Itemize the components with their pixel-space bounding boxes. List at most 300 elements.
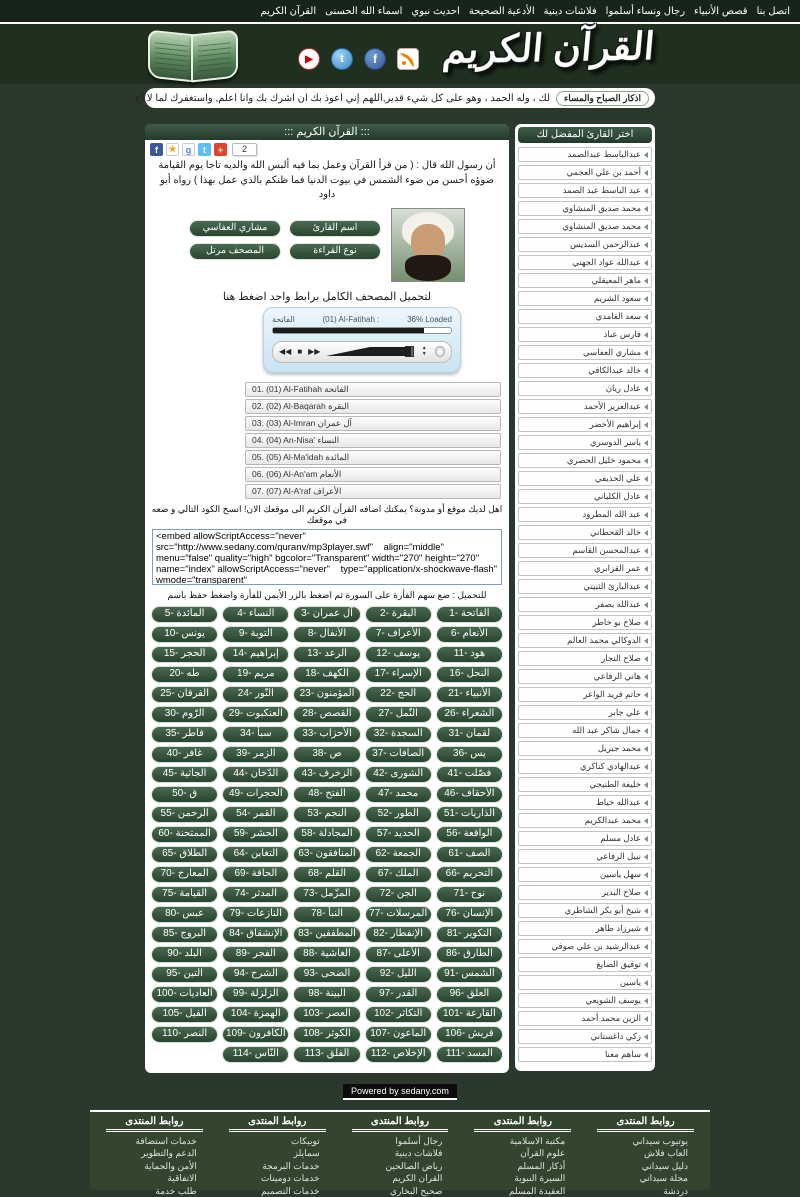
reciter-item[interactable] [518, 849, 652, 864]
reciter-item-label: محمد جبريل [598, 743, 641, 754]
bullet-arrow-icon [644, 764, 648, 770]
surah-button[interactable]: النازعات -79 [222, 906, 289, 923]
footer-link[interactable]: القران الكريم [346, 1172, 455, 1185]
surah-button[interactable]: المعارج -70 [151, 866, 218, 883]
surah-button[interactable]: الأنفال -8 [293, 626, 360, 643]
full-quran-download-link[interactable]: لتحميل المصحف الكامل برابط واحد اضغط هنا [145, 290, 509, 303]
reciter-item[interactable] [518, 777, 652, 792]
reciter-name-value-button[interactable]: مشاري العفاسي [189, 220, 281, 237]
surah-button[interactable]: الجاثية -45 [151, 766, 218, 783]
main-panel [145, 124, 509, 1073]
bullet-arrow-icon [644, 944, 648, 950]
surah-button[interactable]: الحجرات -49 [222, 786, 289, 803]
reciter-item[interactable] [518, 759, 652, 774]
topnav-link[interactable]: اسماء الله الحسنى [325, 0, 402, 24]
footer-link[interactable]: رياض الصالحين [346, 1160, 455, 1173]
surah-button[interactable]: البلد -90 [151, 946, 218, 963]
reciter-item[interactable] [518, 273, 652, 288]
reciter-item-label: صلاح البدير [602, 887, 641, 898]
bullet-arrow-icon [644, 998, 648, 1004]
reciter-item[interactable] [518, 309, 652, 324]
footer-link[interactable]: مكتبة الاسلامية [468, 1135, 577, 1148]
footer-link[interactable]: فلاشات دينية [346, 1147, 455, 1160]
stop-button[interactable]: ■ [297, 348, 302, 356]
surah-button[interactable]: الأعراف -7 [365, 626, 432, 643]
surah-button[interactable]: النّاس -114 [222, 1046, 289, 1063]
surah-button[interactable]: الدّخان -44 [222, 766, 289, 783]
reciter-item[interactable] [518, 363, 652, 378]
surah-button[interactable]: يوسف -12 [365, 646, 432, 663]
reciter-item[interactable] [518, 543, 652, 558]
reciter-item-label: عادل الكلباني [594, 491, 641, 502]
sidebar-title: اختر القارئ المفضل لك [518, 127, 652, 143]
surah-button[interactable]: الفجر -89 [222, 946, 289, 963]
surah-button[interactable]: الإنسان -76 [436, 906, 503, 923]
surah-button[interactable]: الحجر -15 [151, 646, 218, 663]
reciter-item[interactable] [518, 219, 652, 234]
bullet-arrow-icon [644, 962, 648, 968]
surah-button[interactable]: آل عمران -3 [293, 606, 360, 623]
bullet-arrow-icon [644, 584, 648, 590]
bullet-arrow-icon [644, 656, 648, 662]
surah-button[interactable]: الغاشية -88 [293, 946, 360, 963]
reciter-item-label: جمال شاكر عبد الله [572, 725, 641, 736]
surah-button[interactable]: البينة -98 [293, 986, 360, 1003]
reciter-item-label: محمد صديق المنشاوي [562, 221, 641, 232]
surah-button[interactable]: الماعون -107 [365, 1026, 432, 1043]
footer-link[interactable]: سمايلز [223, 1147, 332, 1160]
reciter-item[interactable] [518, 561, 652, 576]
surah-button[interactable]: الأحزاب -33 [293, 726, 360, 743]
reciter-item[interactable] [518, 597, 652, 612]
footer-link[interactable]: صحيح البخاري [346, 1185, 455, 1197]
surah-button[interactable]: الزخرف -43 [293, 766, 360, 783]
reciter-item[interactable] [518, 975, 652, 990]
bullet-arrow-icon [644, 800, 648, 806]
powered-by-link[interactable]: Powered by sedany.com [343, 1084, 457, 1100]
reciter-item[interactable] [518, 741, 652, 756]
rss-icon[interactable] [397, 48, 419, 70]
surah-button[interactable]: التكاثر -102 [365, 1006, 432, 1023]
player-progress-bar[interactable] [272, 327, 452, 334]
surah-button[interactable]: فاطر -35 [151, 726, 218, 743]
surah-button[interactable]: الطلاق -65 [151, 846, 218, 863]
surah-button[interactable]: النّمل -27 [365, 706, 432, 723]
reciter-item[interactable] [518, 291, 652, 306]
reciter-item[interactable] [518, 201, 652, 216]
surah-button[interactable]: النبأ -78 [293, 906, 360, 923]
surah-button[interactable]: المنافقون -63 [293, 846, 360, 863]
reciter-item[interactable] [518, 993, 652, 1008]
surah-button[interactable]: نوح -71 [436, 886, 503, 903]
reciter-item[interactable] [518, 381, 652, 396]
content-container [145, 124, 655, 1073]
reciter-item-label: ياسين [620, 977, 641, 988]
surah-button[interactable]: البقرة -2 [365, 606, 432, 623]
surah-button[interactable]: الواقعة -56 [436, 826, 503, 843]
surah-button[interactable]: الذاريات -51 [436, 806, 503, 823]
youtube-icon[interactable]: ▶ [298, 48, 320, 70]
surah-button[interactable]: إبراهيم -14 [222, 646, 289, 663]
surah-button[interactable]: الجن -72 [365, 886, 432, 903]
reciter-item[interactable] [518, 723, 652, 738]
surah-button[interactable]: الليل -92 [365, 966, 432, 983]
surah-button[interactable]: الهمزة -104 [222, 1006, 289, 1023]
surah-button[interactable]: المسد -111 [436, 1046, 503, 1063]
footer-link[interactable]: السيرة النبوية [468, 1172, 577, 1185]
surah-button[interactable]: النجم -53 [293, 806, 360, 823]
player-loaded-status: 36% Loaded [407, 315, 452, 324]
playlist-item[interactable]: 01. (01) Al-Fatihah الفاتحة [245, 382, 501, 397]
footer-link[interactable]: الدعم والتطوير [100, 1147, 209, 1160]
reciter-item[interactable] [518, 669, 652, 684]
surah-button[interactable]: البروج -85 [151, 926, 218, 943]
scroll-down-icon[interactable]: ▼ [422, 352, 427, 358]
share-google-icon[interactable]: g [182, 143, 195, 156]
footer-link[interactable]: رجال أسلموا [346, 1135, 455, 1148]
bullet-arrow-icon [644, 224, 648, 230]
playlist-item[interactable]: 05. (05) Al-Ma'idah المائدة [245, 450, 501, 465]
player-eject-button[interactable] [435, 346, 445, 357]
reciters-sidebar [515, 124, 655, 1071]
surah-button[interactable]: الفرقان -25 [151, 686, 218, 703]
surah-button[interactable]: المطففين -83 [293, 926, 360, 943]
footer-link[interactable]: خدمات دومينات [223, 1172, 332, 1185]
footer-link[interactable]: أذكار المسلم [468, 1160, 577, 1173]
surah-button[interactable]: التوبة -9 [222, 626, 289, 643]
surah-button[interactable]: العصر -103 [293, 1006, 360, 1023]
reciter-item-label: هاني الرفاعي [594, 671, 641, 682]
surah-button[interactable]: المرسلات -77 [365, 906, 432, 923]
surah-button[interactable]: يونس -10 [151, 626, 218, 643]
bullet-arrow-icon [644, 854, 648, 860]
reciter-item[interactable] [518, 831, 652, 846]
surah-button[interactable]: الإخلاص -112 [365, 1046, 432, 1063]
playlist-item[interactable]: 04. (04) An-Nisa' النساء [245, 433, 501, 448]
surah-button[interactable]: السجدة -32 [365, 726, 432, 743]
surah-button[interactable]: الكوثر -108 [293, 1026, 360, 1043]
playlist-item[interactable]: 06. (06) Al-An'am الأنعام [245, 467, 501, 482]
reciter-item[interactable] [518, 453, 652, 468]
reciter-item[interactable] [518, 165, 652, 180]
surah-button[interactable]: الكافرون -109 [222, 1026, 289, 1043]
surah-button[interactable]: الشمس -91 [436, 966, 503, 983]
surah-button[interactable]: الضحى -93 [293, 966, 360, 983]
surah-button[interactable]: الجمعة -62 [365, 846, 432, 863]
reciter-item-label: ياسر الدوسري [590, 437, 641, 448]
surah-button[interactable]: النّور -24 [222, 686, 289, 703]
surah-button[interactable]: الصف -61 [436, 846, 503, 863]
surah-button[interactable]: الطارق -86 [436, 946, 503, 963]
surah-button[interactable]: الحديد -57 [365, 826, 432, 843]
share-facebook-icon[interactable]: f [150, 143, 163, 156]
surah-button[interactable]: القدر -97 [365, 986, 432, 1003]
surah-button[interactable]: مريم -19 [222, 666, 289, 683]
surah-button[interactable]: النحل -16 [436, 666, 503, 683]
topnav-link[interactable]: احديث نبوي [411, 0, 459, 24]
player-track-arabic: الفاتحة [272, 315, 295, 324]
playlist-item[interactable]: 02. (02) Al-Baqarah البقرة [245, 399, 501, 414]
surah-button[interactable]: المائدة -5 [151, 606, 218, 623]
surah-button[interactable]: الحاقة -69 [222, 866, 289, 883]
reciter-item[interactable] [518, 705, 652, 720]
surah-button[interactable]: محمد -47 [365, 786, 432, 803]
surah-button[interactable]: الإسراء -17 [365, 666, 432, 683]
footer-link[interactable]: علوم القرآن [468, 1147, 577, 1160]
twitter-icon[interactable]: t [331, 48, 353, 70]
surah-button[interactable]: الشورى -42 [365, 766, 432, 783]
bullet-arrow-icon [644, 980, 648, 986]
footer-link[interactable]: توبيكات [223, 1135, 332, 1148]
reciter-item[interactable] [518, 471, 652, 486]
reciter-item-label: عبدالله خياط [596, 797, 641, 808]
reciter-photo-face [411, 224, 445, 258]
topnav-link[interactable]: رجال ونساء أسلموا [606, 0, 685, 24]
bullet-arrow-icon [644, 206, 648, 212]
surah-button[interactable]: المؤمنون -23 [293, 686, 360, 703]
reciter-item[interactable] [518, 345, 652, 360]
reciter-item[interactable] [518, 813, 652, 828]
reciter-item-label: عبدالعزيز الأحمد [584, 401, 641, 412]
audio-player [263, 307, 461, 373]
recitation-type-label-button[interactable]: نوع القراءة [289, 243, 381, 260]
reciter-item-label: نبيل الرفاعي [596, 851, 641, 862]
surah-button[interactable]: فصّلت -41 [436, 766, 503, 783]
surah-button[interactable]: القمر -54 [222, 806, 289, 823]
reciter-item[interactable] [518, 1011, 652, 1026]
share-twitter-icon[interactable]: t [198, 143, 211, 156]
surah-button[interactable]: الفاتحة -1 [436, 606, 503, 623]
reciter-item[interactable] [518, 651, 652, 666]
reciter-item[interactable] [518, 1047, 652, 1062]
surah-button[interactable]: القصص -28 [293, 706, 360, 723]
footer-column [223, 1116, 332, 1197]
bullet-arrow-icon [644, 494, 648, 500]
surah-button[interactable]: يس -36 [436, 746, 503, 763]
topnav-link[interactable]: الأدعية الصحيحة [469, 0, 535, 24]
reciter-item[interactable] [518, 417, 652, 432]
ticker-wrap [145, 88, 655, 108]
surah-button[interactable]: المجادلة -58 [293, 826, 360, 843]
recitation-type-value-button[interactable]: المصحف مرتل [189, 243, 281, 260]
surah-button[interactable]: الأنعام -6 [436, 626, 503, 643]
reciter-item-label: علي جابر [609, 707, 641, 718]
share-toolbar [145, 140, 509, 158]
surah-button[interactable]: الممتحنة -60 [151, 826, 218, 843]
previous-track-button[interactable]: ◀◀ [279, 348, 291, 356]
bullet-arrow-icon [644, 332, 648, 338]
footer-column-title: روابط المنتدى [106, 1116, 203, 1132]
facebook-icon[interactable]: f [364, 48, 386, 70]
surah-button[interactable]: المزّمل -73 [293, 886, 360, 903]
surah-button[interactable]: الشعراء -26 [436, 706, 503, 723]
surah-button[interactable]: النصر -110 [151, 1026, 218, 1043]
surah-button[interactable]: الكهف -18 [293, 666, 360, 683]
surah-button[interactable]: الشرح -94 [222, 966, 289, 983]
reciter-item[interactable] [518, 687, 652, 702]
surah-button[interactable]: القارعة -101 [436, 1006, 503, 1023]
reciter-item[interactable] [518, 615, 652, 630]
reciter-item-label: عبدالله عواد الجهني [572, 257, 641, 268]
surah-button[interactable]: التين -95 [151, 966, 218, 983]
surah-button[interactable]: الرحمن -55 [151, 806, 218, 823]
bullet-arrow-icon [644, 404, 648, 410]
surah-button[interactable]: العنكبوت -29 [222, 706, 289, 723]
reciter-item-label: عبد الباسط عبد الصمد [563, 185, 641, 196]
footer-column [591, 1116, 700, 1197]
share-favorites-icon[interactable]: ★ [166, 143, 179, 156]
reciter-item[interactable] [518, 183, 652, 198]
reciter-name-label-button[interactable]: اسم القارئ [289, 220, 381, 237]
footer [90, 1110, 710, 1190]
share-addthis-icon[interactable]: + [214, 143, 227, 156]
surah-button[interactable]: القلم -68 [293, 866, 360, 883]
surah-button[interactable]: سبأ -34 [222, 726, 289, 743]
footer-column-title: روابط المنتدى [474, 1116, 571, 1132]
surah-button[interactable]: النساء -4 [222, 606, 289, 623]
footer-link[interactable]: يوتيوب سيداني [591, 1135, 700, 1148]
reciter-item[interactable] [518, 633, 652, 648]
bullet-arrow-icon [644, 746, 648, 752]
bullet-arrow-icon [644, 566, 648, 572]
reciter-item[interactable] [518, 435, 652, 450]
surah-button[interactable]: القيامة -75 [151, 886, 218, 903]
bullet-arrow-icon [644, 620, 648, 626]
surah-button[interactable]: ق -50 [151, 786, 218, 803]
surah-button[interactable]: الحج -22 [365, 686, 432, 703]
topnav-links [252, 0, 790, 24]
reciter-item-label: عمر القزابري [594, 563, 641, 574]
surah-button[interactable]: الصافات -37 [365, 746, 432, 763]
bullet-arrow-icon [644, 890, 648, 896]
volume-slider[interactable] [326, 347, 411, 356]
reciter-item-label: سعود الشريم [594, 293, 641, 304]
footer-column-title: روابط المنتدى [597, 1116, 694, 1132]
reciter-item[interactable] [518, 795, 652, 810]
scroll-up-icon[interactable]: ▲ [422, 346, 427, 352]
top-navbar [0, 0, 800, 24]
footer-link[interactable]: مجلة سيداني [591, 1172, 700, 1185]
surah-button[interactable]: الملك -67 [365, 866, 432, 883]
footer-column-title: روابط المنتدى [352, 1116, 449, 1132]
reciter-item[interactable] [518, 957, 652, 972]
reciter-item[interactable] [518, 939, 652, 954]
surah-button[interactable]: الطور -52 [365, 806, 432, 823]
footer-column [100, 1116, 209, 1197]
surah-button[interactable]: ص -38 [293, 746, 360, 763]
surah-button[interactable]: التكوير -81 [436, 926, 503, 943]
reciter-item[interactable] [518, 255, 652, 270]
surah-button[interactable]: التحريم -66 [436, 866, 503, 883]
reciter-item[interactable] [518, 399, 652, 414]
surah-button[interactable]: قريش -106 [436, 1026, 503, 1043]
surah-button[interactable]: المدثر -74 [222, 886, 289, 903]
surah-button[interactable]: العلق -96 [436, 986, 503, 1003]
reciter-photo-beard [405, 255, 451, 281]
footer-link[interactable]: دردشة [591, 1185, 700, 1197]
surah-button[interactable]: الزلزلة -99 [222, 986, 289, 1003]
reciter-item[interactable] [518, 921, 652, 936]
footer-column-title: روابط المنتدى [229, 1116, 326, 1132]
site-logo: القرآن الكريم [441, 24, 657, 73]
surah-button[interactable]: الحشر -59 [222, 826, 289, 843]
bullet-arrow-icon [644, 188, 648, 194]
reciter-item[interactable] [518, 237, 652, 252]
topnav-link[interactable]: فلاشات دينية [544, 0, 597, 24]
surah-button[interactable]: الأعلى -87 [365, 946, 432, 963]
reciter-item[interactable] [518, 489, 652, 504]
surah-button[interactable]: التغابن -64 [222, 846, 289, 863]
surah-button[interactable]: الأحقاف -46 [436, 786, 503, 803]
surah-button[interactable]: العاديات -100 [151, 986, 218, 1003]
playlist-item[interactable]: 03. (03) Al-Imran آل عمران [245, 416, 501, 431]
surah-button[interactable]: الفتح -48 [293, 786, 360, 803]
reciter-item-label: عبدالرحمن السديس [570, 239, 641, 250]
reciter-item[interactable] [518, 903, 652, 918]
footer-link[interactable]: خدمات التصميم [223, 1185, 332, 1197]
bullet-arrow-icon [644, 674, 648, 680]
footer-link[interactable]: طلب خدمة [100, 1185, 209, 1197]
embed-code-textarea[interactable] [152, 529, 502, 585]
surah-button[interactable]: الأنبياء -21 [436, 686, 503, 703]
reciter-item[interactable] [518, 867, 652, 882]
footer-columns [100, 1116, 700, 1197]
topnav-link[interactable]: قصص الأنبياء [694, 0, 748, 24]
surah-button[interactable]: طه -20 [151, 666, 218, 683]
footer-link[interactable]: العاب فلاش [591, 1147, 700, 1160]
reciter-item[interactable] [518, 579, 652, 594]
surah-button[interactable]: الزمر -39 [222, 746, 289, 763]
page-title: ::: القرآن الكريم ::: [145, 124, 509, 140]
surah-button[interactable]: الرعد -13 [293, 646, 360, 663]
bullet-arrow-icon [644, 350, 648, 356]
bullet-arrow-icon [644, 512, 648, 518]
bullet-arrow-icon [644, 170, 648, 176]
reciter-list [518, 147, 652, 1062]
reciter-item[interactable] [518, 327, 652, 342]
reciter-item[interactable] [518, 507, 652, 522]
topnav-link[interactable]: القرآن الكريم [261, 0, 317, 24]
surah-button[interactable]: غافر -40 [151, 746, 218, 763]
surah-button[interactable]: الرّوم -30 [151, 706, 218, 723]
playlist-item[interactable]: 07. (07) Al-A'raf الأعراف [245, 484, 501, 499]
footer-link[interactable]: خدمات البرمجة [223, 1160, 332, 1173]
surah-button[interactable]: هود -11 [436, 646, 503, 663]
bullet-arrow-icon [644, 692, 648, 698]
surah-button[interactable]: الفيل -105 [151, 1006, 218, 1023]
surah-button[interactable]: عبس -80 [151, 906, 218, 923]
footer-link[interactable]: دليل سيداني [591, 1160, 700, 1173]
footer-link[interactable]: خدمات استضافة [100, 1135, 209, 1148]
reciter-item[interactable] [518, 885, 652, 900]
surah-button[interactable]: الإنشقاق -84 [222, 926, 289, 943]
reciter-item[interactable] [518, 525, 652, 540]
surah-button[interactable]: الفلق -113 [293, 1046, 360, 1063]
surah-button[interactable]: لقمان -31 [436, 726, 503, 743]
surah-button[interactable]: الإنفطار -82 [365, 926, 432, 943]
footer-link[interactable]: الاتفاقية [100, 1172, 209, 1185]
topnav-link[interactable]: اتصل بنا [757, 0, 790, 24]
next-track-button[interactable]: ▶▶ [308, 348, 320, 356]
reciter-item[interactable] [518, 1029, 652, 1044]
reciter-item[interactable] [518, 147, 652, 162]
reciter-item-label: عادل مسلم [600, 833, 641, 844]
bullet-arrow-icon [644, 260, 648, 266]
reciter-item-label: خالد القحطاني [590, 527, 641, 538]
footer-link[interactable]: الأمن والحماية [100, 1160, 209, 1173]
player-track-english: (01) Al-Fatihah : [322, 315, 379, 324]
footer-link[interactable]: العقيدة المسلم [468, 1185, 577, 1197]
